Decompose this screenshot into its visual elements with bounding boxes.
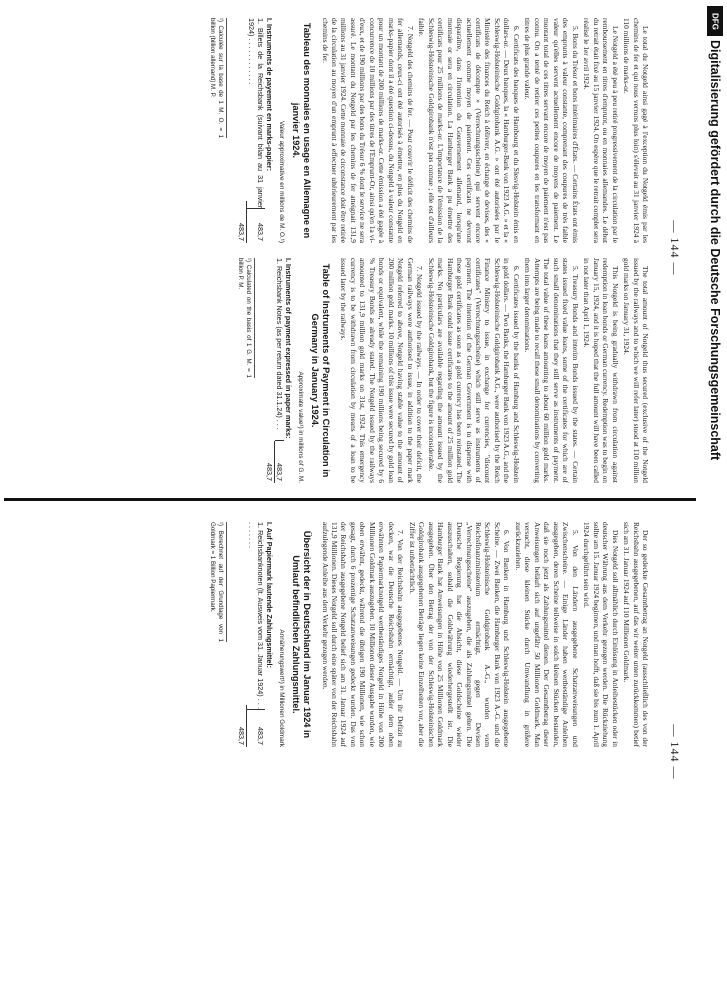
english-column <box>20 258 650 483</box>
row-value: 483,7 <box>247 709 265 747</box>
paragraph: Le Notgeld a été peu à peu retiré progressivement de la circulation par le remboursement en titres d'emprunt, ou en monnaies allemandes. Le début du retrait était fixé au 15 janvier 1924. On espère que le retrait complet sera réalisé le 1er avril 1924. <box>582 18 620 243</box>
row-label: 1. Reichsbank Notes (as per return dated 31.1.24) . . . <box>274 258 284 430</box>
table-header: Annäherungswert¹) in Millionen Goldmark <box>277 629 285 747</box>
paragraph: Dies Notgeld soll allmählich durch Einlösung in Anleihestücken oder in deutscher Währung aus dem Verkehr gezogen werden. Die Rückziehung sollte am 15. Januar 1924 beginnen, und man hofft, daß sie bis zum 1. April 1924 durchgeführt sein wird. <box>582 522 620 747</box>
table-section: I. Instruments de payement en marks-papier: <box>264 18 274 171</box>
paragraph: 7. Notgeld des chemins de fer. — Pour couvrir le déficit des chemins de fer allemands, ceux-ci ont été autorisés à émettre, en plus du Notgeld en marks-papier dont il a été question ci-dessus, du Notgeld à valeur constante pour un montant de 200 millions de marks-or. Cette émission a été gagée à concurrence de 10 millions par des titres de l'Emprunt-Or, ainsi qu'en 1a vi-d'eux, et de 190 millions par des bons du Trésor 6 % dont le service ne sera assuré. Le montant du Notgeld par les chemins de fer atteignait 131,9 millions au 31 janvier 1924. Cette monnaie de circonstance doit être retirée de la circulation au moyen d'un emprunt à effectuer ultérieurement par les chemins de fer. <box>320 18 415 243</box>
table-section: I. Auf Papiermark lautende Zahlungsmittel: <box>264 522 274 668</box>
table-title: Table of Instruments of Payment in Circulation in Germany in January 1924. <box>310 263 331 478</box>
table-header: Valeur approximative en millions de M. O.¹) <box>277 120 285 243</box>
right-page <box>0 512 700 992</box>
table-row <box>247 18 265 243</box>
paragraph: Le total du Notgeld ainsi gagé à l'exception du Notgeld émis par les chemins de fer et qui nous verrons plus loin) s'élevait au 31 janvier 1924 à 110 millions de marks-or. <box>622 18 650 243</box>
table-title: Übersicht der in Deutschland im Januar 1924 in Umlauf befindlichen Zahlungsmittel. <box>291 530 313 739</box>
page-number: — 144 — <box>668 724 682 780</box>
paragraph: 5. Von den Ländern ausgegebene Schatzanweisungen und Zwischenscheine. — Einige Länder haben wertbeständige Anleihen ausgegeben, deren Scheine teilweise in solch kleinen Stücken bestanden, daß sie noch jetzt als Zahlungsmittel dienen. Der Gesamtbetrag dieser Anweisungen beläuft sich auf ungefähr 50 Millionen Goldmark. Man versucht, diese kleinen Stücke durch Umwandlung in größere zurückzuziehen. <box>513 522 580 747</box>
row-value: 483,7 <box>247 208 265 243</box>
footnote: ¹) Berechnet auf der Grundlage von 1 Goldmark = 1 Billion Papiermark. <box>208 522 227 642</box>
paragraph: Der so gedeckte Gesamtbetrag an Notgeld (ausschließlich des von der Reichsbahn ausgegebenen, auf das wir weiter unten zurückkommen) betief sich am 31. Januar 1924 auf 110 Millionen Goldmark. <box>622 522 650 747</box>
footnote: ¹) Calculée sur la base de 1 M. O. = 1 billion (billion allemand) M. P. <box>208 18 227 138</box>
table-section: I. Instruments of payment expressed in paper marks: <box>283 258 293 439</box>
paragraph: 7. Notgeld issued by the railways. — In order to cover their deficit, the German railways were authorised to issue, in addition to the paper mark Notgeld referred to above, Notgeld having stable value to the amount of 200 million gold marks. 10 millions of this issue were secured by gold loan bonds or equivalent, while the remaining 190 millions being secured by 6 % Treasury Bonds as already stated. The Notgeld issued by the railways amounted to 131,9 million gold marks on 31st, 1924. This emergency currency is to be withdrawn from circulation by means of a loan to be issued later by the railways. <box>339 258 425 483</box>
currency-table <box>208 522 285 747</box>
row-value: 483,7 <box>275 440 284 483</box>
table-row <box>247 522 265 747</box>
dfg-stamp-text: Digitalisierung gefördert durch die Deutsche Forschungsgemeinschaft <box>708 40 722 461</box>
table-total: 483,7 <box>237 705 247 747</box>
footnote: ¹) Calculated on the basis of 1 G. M. = 1 billion P. M. <box>236 258 255 378</box>
table-title: Tableau des monnaies en usage en Allemagne en janvier 1924. <box>291 22 313 239</box>
table-row <box>275 258 284 483</box>
table-total: 483,7 <box>265 441 275 483</box>
paragraph: The total amount of Notgeld thus secured (exclusive of the Notgeld issued by the railways and to which we will refer later) stood at 110 million gold marks on January 31, 1924. <box>622 258 650 483</box>
row-label: 1. Billets de la Reichsbank (suivant bilan au 31 janvier 1924) . . . . . . . . . . . . <box>246 18 265 209</box>
french-column <box>20 18 650 243</box>
page-number: — 144 — <box>668 220 682 276</box>
row-label: 1. Reichsbanknoten (lt. Ausweis vom 31. Januar 1924) . . . . . . . . . . <box>246 522 265 709</box>
page-gutter <box>4 498 696 501</box>
paragraph: 5. Treasury Bonds and interim Bonds issued by the states. — Certain states issued fixed value loans, some of the certificates for which are of such small denominations that they still serve as instruments of payment. The total value of these loans amounting to about 60 million gold marks. Attempts are being made to recall these small denominations by converting them into larger denominations. <box>523 258 580 483</box>
paragraph: 6. Certificates issued by the banks of Hamburg and Schleswig-Holstein in gold dollars. — Two Banks, the Hamburger Bank von 1923 A.G., and the Schleswig-Holsteinische Goldgirobank A.G., were authorised by the Reich Finance Ministry to issue, in exchange for currencies, "discount certificates" (Verrechnungsscheine) which still serve as instruments of payment. The intention of the German Government is to dispense with these gold certificates as soon as a gold currency has been reinstated. The Hamburger Bank could issue certificates to the amount of 25 million gold marks. No particulars are available regarding the amount issued by the Schleswig-Holsteinische Goldgirobank, but the figure is inconsiderable. <box>426 258 521 483</box>
paragraph: 6. Von Banken in Hamburg und Schleswig-Holstein ausgegebene Scheine. — Zwei Banken, die Hamburger Bank von 1923 A.-G. und die Schleswig-Holsteinische Goldgirobank A.-G., wurden vom Reichsfinanzministerium ermächtigt, gegen Devisen „Verrechnungsscheine“ auszugeben, die als Zahlungsmittel gelten. Die Deutsche Regierung hat die Absicht, diese Goldscheine wieder auszuschalten, sobald die Goldwährung wiederhergestellt ist. Die Hamburger Bank hat Anweisungen in Höhe von 25 Millionen Goldmark ausgegeben. Über den Betrag der von der Schleswig-Holsteinischen Goldgirobank ausgegebenen Beträge liegen keine Einzelheiten vor, aber die Ziffer ist unbeträchtlich. <box>407 522 512 747</box>
paragraph: 6. Certificats des banques de Hambourg et du Slesvig-Holstein émis en dollars-or. — Deux banques, la « Hamburger-Bank von 1923 A.G. » et la « Schleswig-Holsteinische Goldgirobank A.G. » ont été autorisées par le Ministère des finances du Reich à délivrer, en échange de devises, des « certificats de décompte » (Verrechnungsscheine) qui servent encore actuellement comme moyen de paiement. Ces certificats ne devront disparaître, dans l'intention du Gouvernement allemand, lorsqu'une monnaie or sera en circulation. La Hamburger Bank a pu émettre des certificats pour 25 millions de marks-or. L'importance de l'émission de la Schleswig-Holsteinische Goldgirobank n'est pas connue ; elle est d'ailleurs faible. <box>417 18 521 243</box>
currency-table <box>208 18 285 243</box>
paragraph: 5. Bons du Trésor et bons intérimaires d'États. — Certains États ont émis des emprunts à valeur constante, comprenant des coupures de très faible valeur qu'elles servent actuellement encore de moyens de paiement. Le montant total de ces titres servant encore de moyen de paiement n'est pas connu. On a tenté de retirer ces petites coupures en les transformant en titres de plus grande valeur. <box>523 18 580 243</box>
dfg-stamp <box>706 4 724 996</box>
left-page <box>0 8 700 488</box>
dfg-logo-icon: DFG <box>707 6 723 36</box>
german-column <box>20 522 650 747</box>
table-header: Approximate value¹) in millions of G. M. <box>296 371 304 483</box>
currency-table <box>236 258 304 483</box>
paragraph: This Notgeld is being gradually withdrawn from circulation against redemption in loan bonds or German currency. Redemption was to begin on January 15, 1924, and it is hoped that the full amount will have been called in not later than April 1, 1924. <box>582 258 620 483</box>
paragraph: 7. Von der Reichsbahn ausgegebenes Notgeld. — Um ihr Defizit zu decken, war die Deutsche Reichsbahn ermächtigt, außer dem oben erwähnten Papiermarknotgeld wertbeständiges Notgeld in Höhe von 200 Millionen Goldmark auszugeben. 10 Millionen dieser Ausgabe wurden, wie oben erwähnt, gedeckt, während die übrigen 190 Millionen, wie schon gesagt, durch 6 prozentige Schatzanweisungen gedeckt wurden. Das von der Reichsbahn ausgegebene Notgeld belief sich am 31. Januar 1924 auf 131,9 Millionen. Dieses Notgeld soll durch eine später von der Reichsbahn aufzulegende Anleihe aus dem Verkehr gezogen werden. <box>320 522 406 747</box>
table-total: 483,7 <box>237 201 247 243</box>
